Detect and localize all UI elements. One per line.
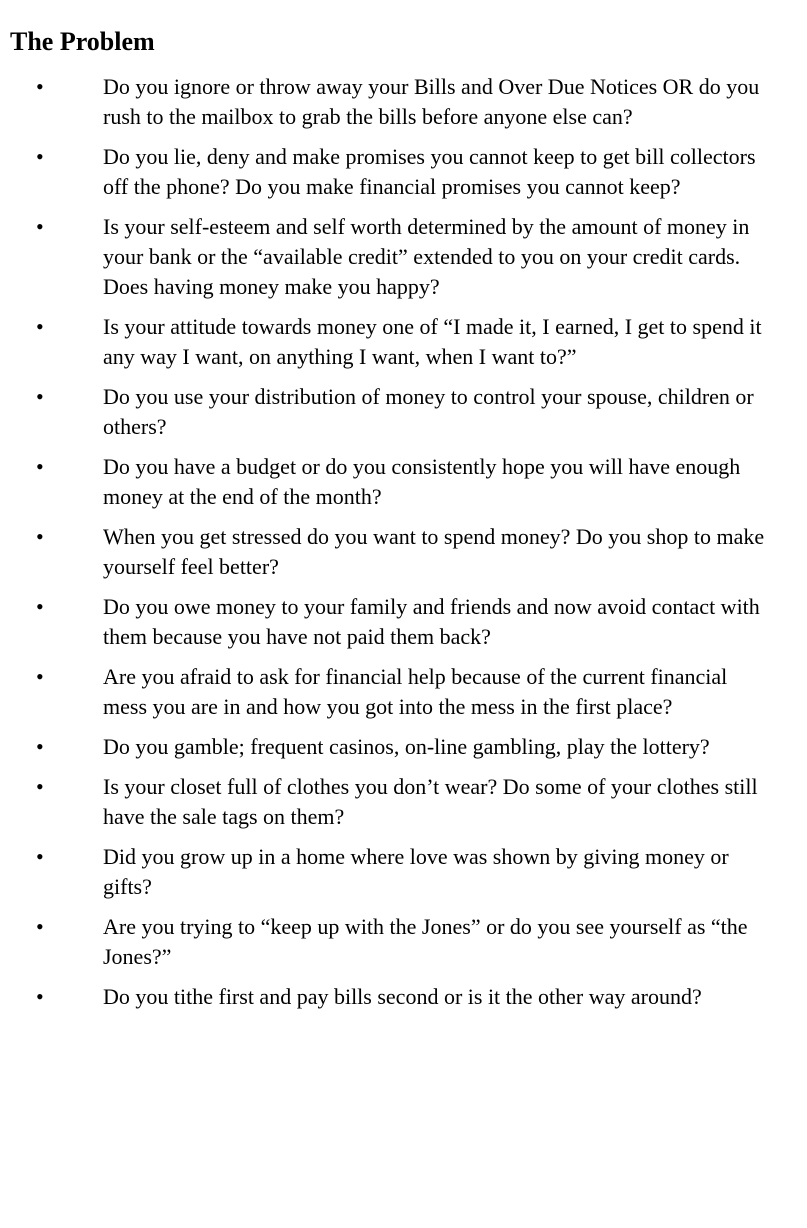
bullet-icon: •: [36, 214, 44, 239]
question-text: Do you gamble; frequent casinos, on-line gambling, play the lottery?: [103, 734, 710, 759]
list-item: [0, 592, 765, 652]
bullet-icon: •: [36, 914, 44, 939]
list-item: [0, 912, 765, 972]
bullet-icon: •: [36, 314, 44, 339]
question-text: Do you ignore or throw away your Bills and Over Due Notices OR do you rush to the mailbox to grab the bills before anyone else can?: [103, 74, 760, 129]
page-title: The Problem: [10, 27, 155, 56]
question-text: Is your self-esteem and self worth determined by the amount of money in your bank or the “available credit” extended to you on your credit cards. Does having money make you happy?: [103, 214, 750, 299]
question-text: When you get stressed do you want to spend money? Do you shop to make yourself feel better?: [103, 524, 765, 579]
list-item: [0, 382, 765, 442]
question-text: Do you have a budget or do you consistently hope you will have enough money at the end of the month?: [103, 454, 741, 509]
list-item: [0, 732, 765, 762]
bullet-icon: •: [36, 74, 44, 99]
bullet-icon: •: [36, 664, 44, 689]
list-item: [0, 212, 765, 302]
question-text: Do you owe money to your family and friends and now avoid contact with them because you have not paid them back?: [103, 594, 760, 649]
list-item: [0, 142, 765, 202]
bullet-icon: •: [36, 984, 44, 1009]
question-text: Is your closet full of clothes you don’t wear? Do some of your clothes still have the sale tags on them?: [103, 774, 758, 829]
bullet-icon: •: [36, 774, 44, 799]
list-item: [0, 312, 765, 372]
bullet-icon: •: [36, 734, 44, 759]
question-text: Are you afraid to ask for financial help because of the current financial mess you are in and how you got into the mess in the first place?: [103, 664, 728, 719]
bullet-icon: •: [36, 844, 44, 869]
bullet-icon: •: [36, 384, 44, 409]
question-text: Do you tithe first and pay bills second or is it the other way around?: [103, 984, 702, 1009]
questions-list: [0, 72, 807, 1012]
question-text: Do you use your distribution of money to control your spouse, children or others?: [103, 384, 754, 439]
list-item: [0, 662, 765, 722]
list-item: [0, 842, 765, 902]
bullet-icon: •: [36, 454, 44, 479]
question-text: Is your attitude towards money one of “I made it, I earned, I get to spend it any way I want, on anything I want, when I want to?”: [103, 314, 762, 369]
bullet-icon: •: [36, 144, 44, 169]
bullet-icon: •: [36, 524, 44, 549]
list-item: [0, 772, 765, 832]
list-item: [0, 522, 765, 582]
question-text: Did you grow up in a home where love was shown by giving money or gifts?: [103, 844, 729, 899]
list-item: [0, 982, 765, 1012]
list-item: [0, 72, 765, 132]
question-text: Are you trying to “keep up with the Jones” or do you see yourself as “the Jones?”: [103, 914, 748, 969]
list-item: [0, 452, 765, 512]
question-text: Do you lie, deny and make promises you cannot keep to get bill collectors off the phone? Do you make financial promises you cannot keep?: [103, 144, 756, 199]
bullet-icon: •: [36, 594, 44, 619]
